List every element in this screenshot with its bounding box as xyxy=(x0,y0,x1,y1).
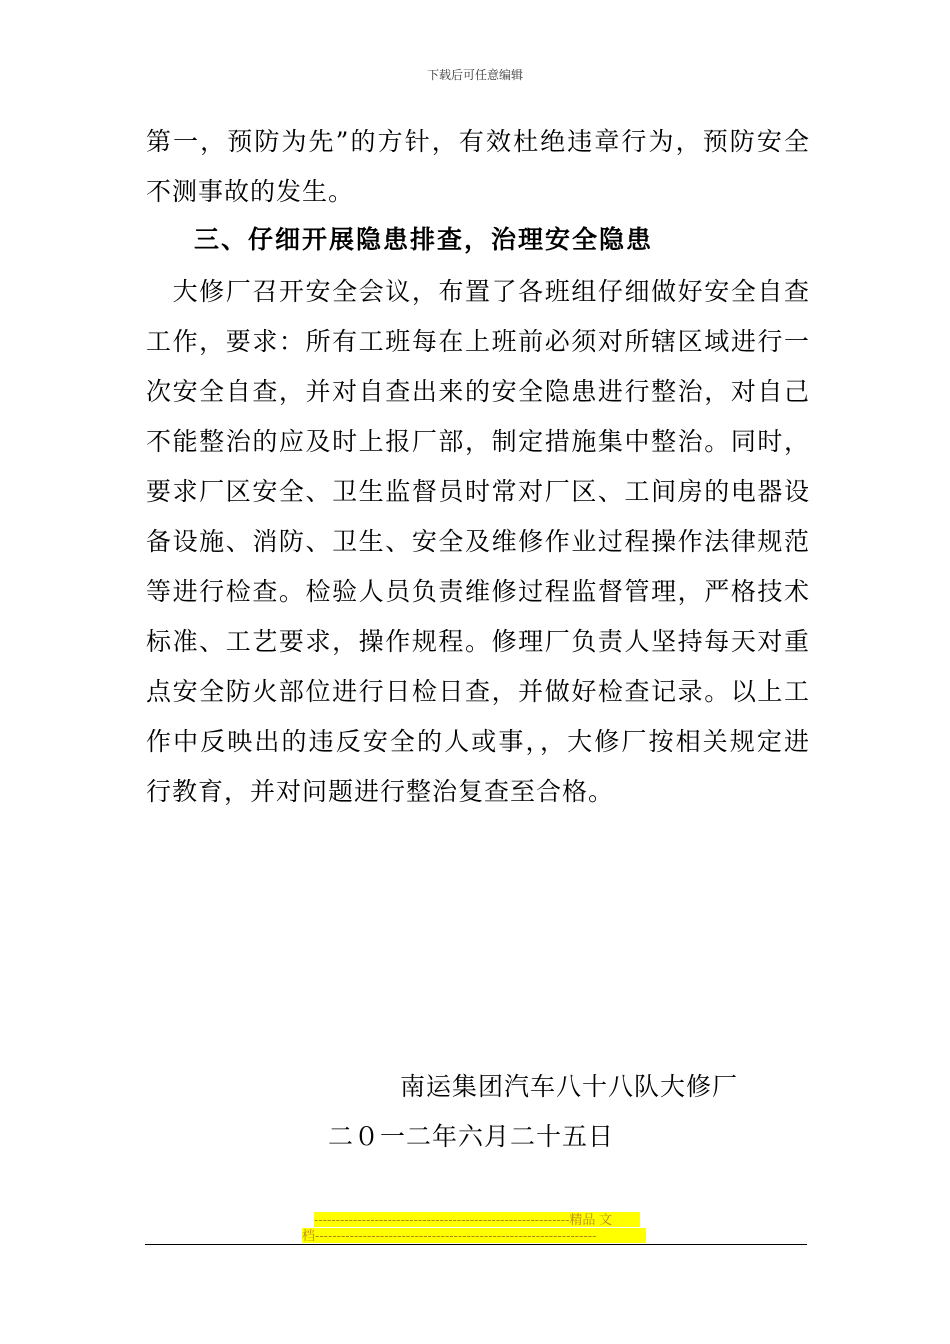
footer-watermark-line1: -----------------------------------------------------------精品 文 xyxy=(314,1212,640,1227)
page-header-note: 下载后可任意编辑 xyxy=(426,68,523,82)
paragraph-line: 不能整治的应及时上报厂部，制定措施集中整治。同时， xyxy=(146,427,810,456)
paragraph-line: 作中反映出的违反安全的人或事，，大修厂按相关规定进 xyxy=(146,727,810,756)
paragraph-line: 等进行检查。检验人员负责维修过程监督管理，严格技术 xyxy=(146,577,810,606)
paragraph-line: 第一，预防为先”的方针，有效杜绝违章行为，预防安全 xyxy=(146,127,810,156)
paragraph-line: 备设施、消防、卫生、安全及维修作业过程操作法律规范 xyxy=(146,527,810,556)
signature-date: 二０一二年六月二十五日 xyxy=(328,1122,615,1151)
paragraph-line: 大修厂召开安全会议，布置了各班组仔细做好安全自查 xyxy=(146,277,810,306)
paragraph-line: 标准、工艺要求，操作规程。修理厂负责人坚持每天对重 xyxy=(146,627,810,656)
paragraph-line: 点安全防火部位进行日检日查，并做好检查记录。以上工 xyxy=(146,677,810,706)
paragraph-line: 工作，要求：所有工班每在上班前必须对所辖区域进行一 xyxy=(146,327,810,356)
signature-organization: 南运集团汽车八十八队大修厂 xyxy=(400,1072,739,1101)
paragraph-line: 要求厂区安全、卫生监督员时常对厂区、工间房的电器设 xyxy=(146,477,810,506)
footer-divider xyxy=(145,1244,807,1245)
footer-watermark-line2: 档----------------------------------------------------------------- xyxy=(302,1228,646,1243)
section-heading: 三、仔细开展隐患排查，治理安全隐患 xyxy=(194,225,654,254)
paragraph-line: 行教育，并对问题进行整治复查至合格。 xyxy=(146,777,615,806)
paragraph-line: 次安全自查，并对自查出来的安全隐患进行整治，对自己 xyxy=(146,377,810,406)
paragraph-line: 不测事故的发生。 xyxy=(146,177,355,206)
